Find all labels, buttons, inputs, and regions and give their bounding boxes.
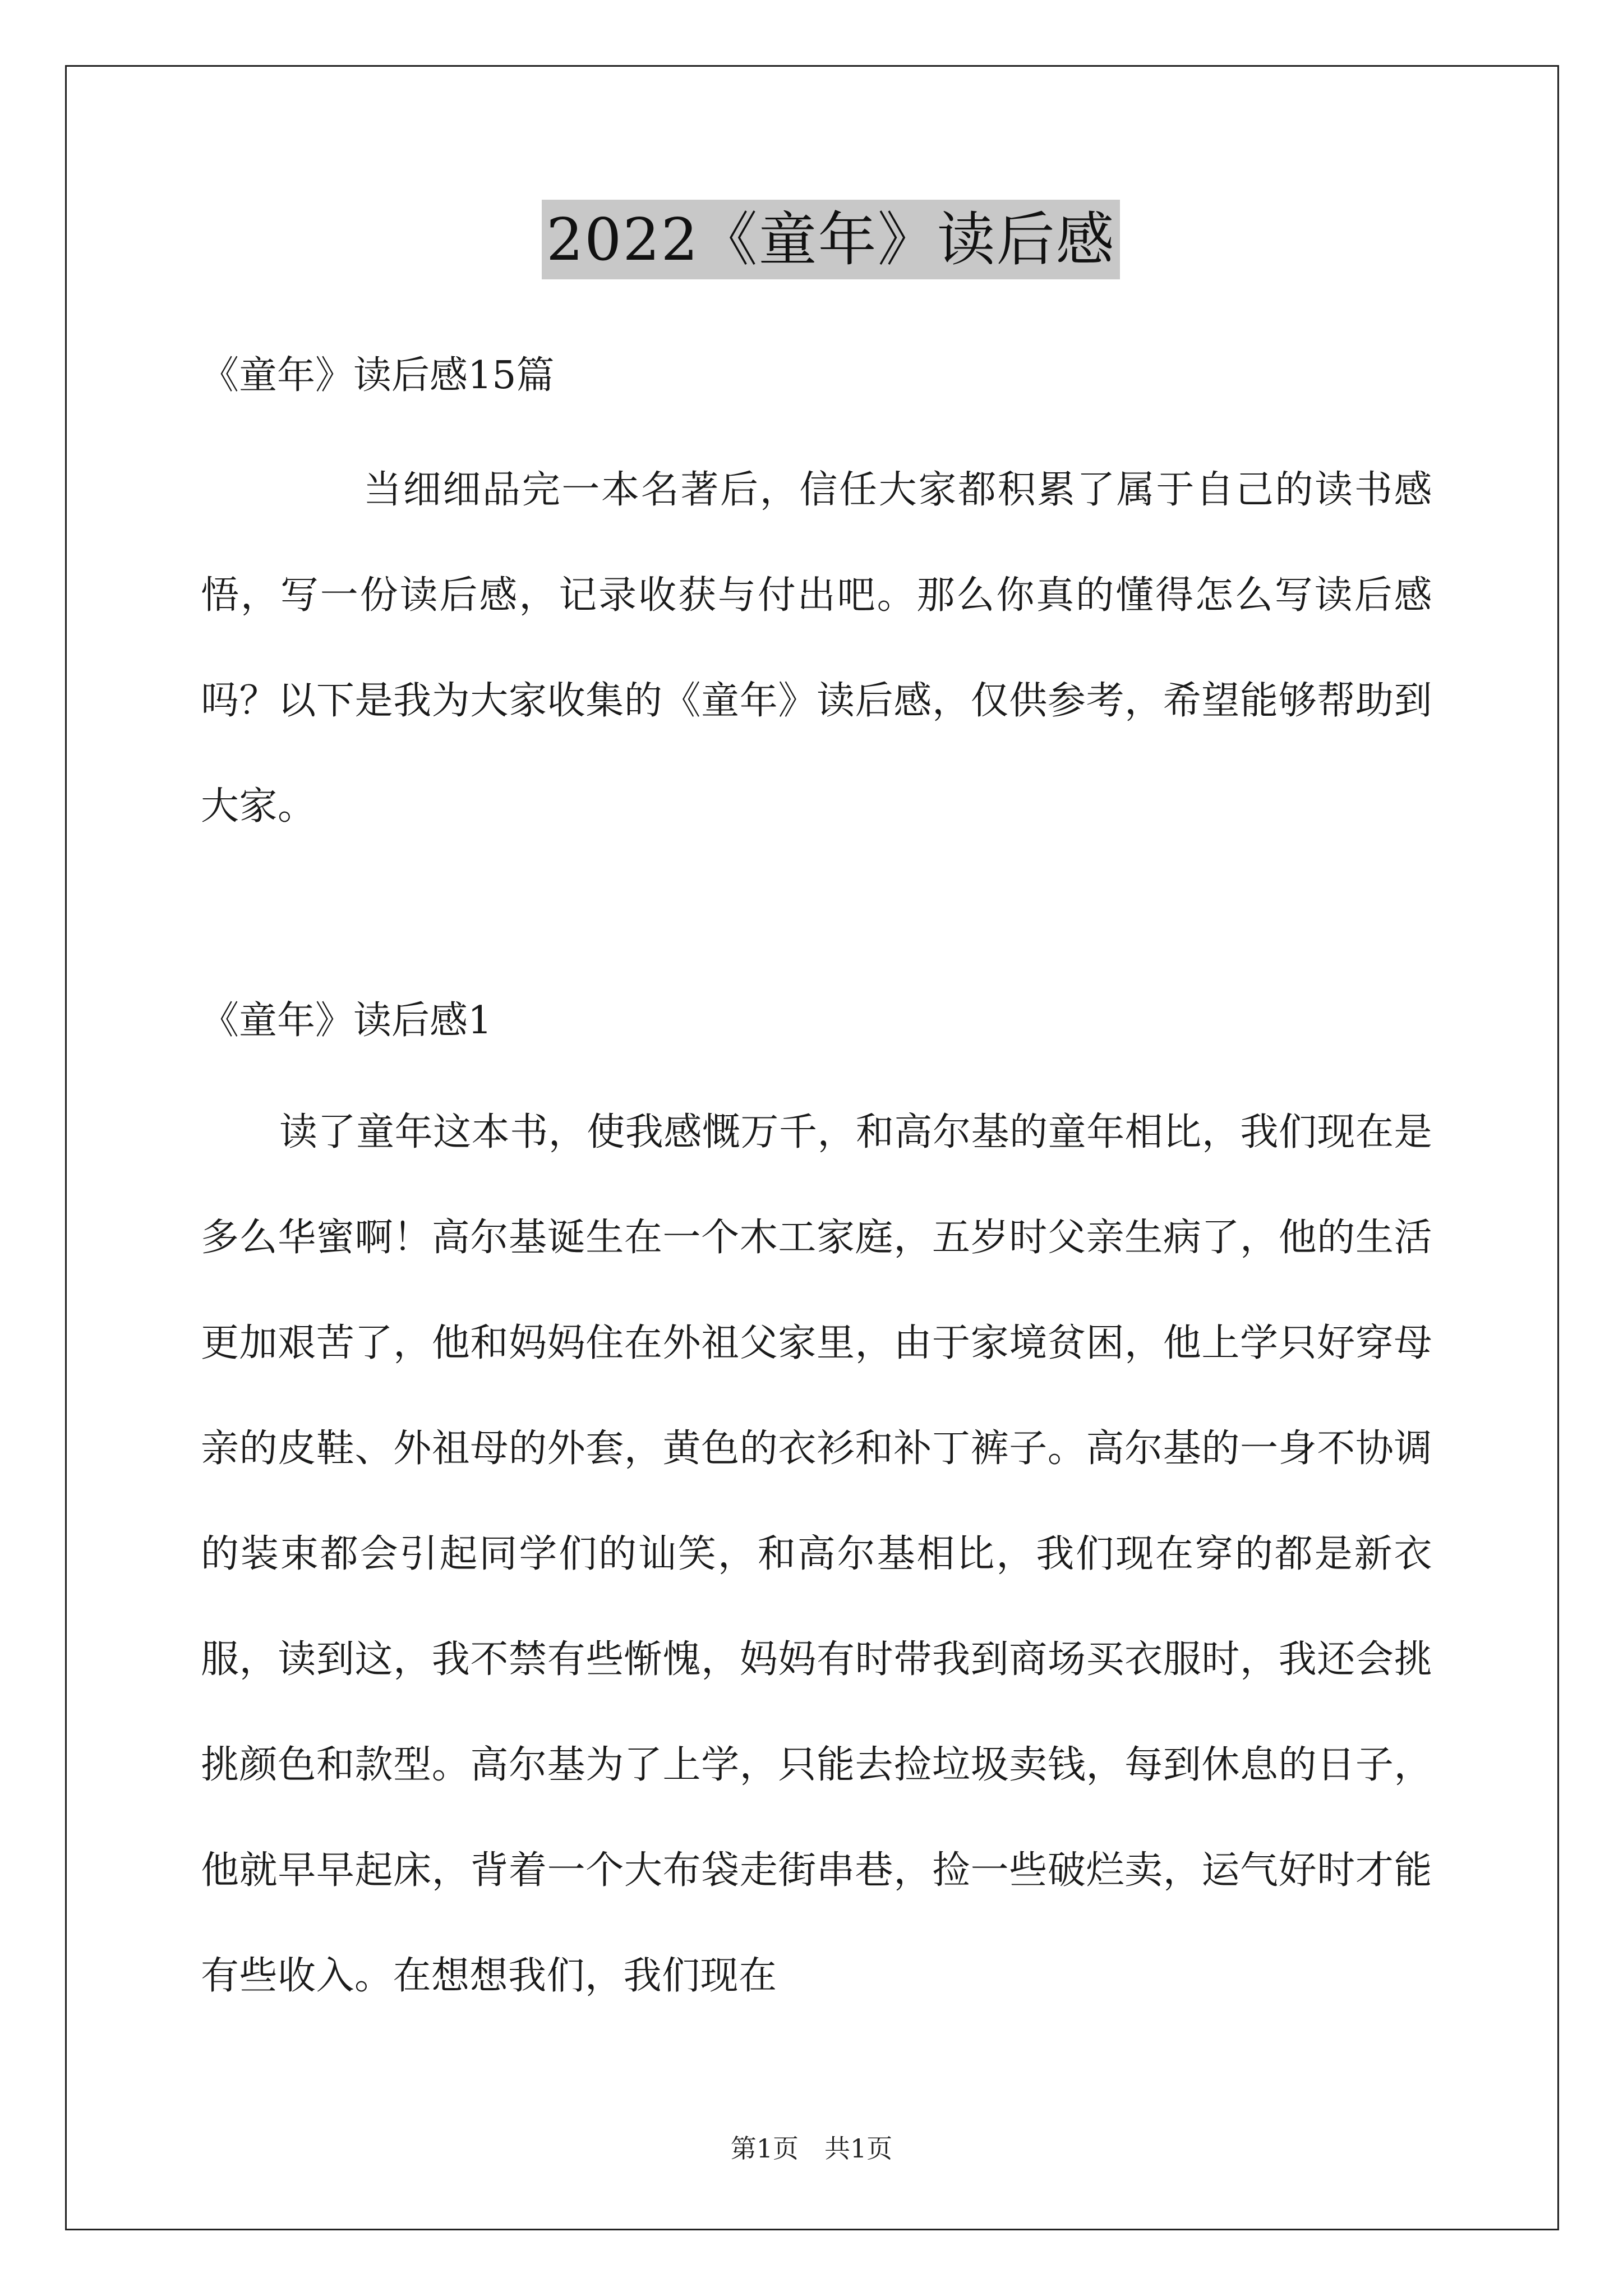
document-subtitle: 《童年》读后感15篇 [201, 353, 555, 398]
document-title: 2022《童年》读后感 [542, 200, 1120, 279]
page-footer: 第1页 共1页 [730, 2133, 893, 2164]
intro-paragraph: 当细细品完一本名著后，信任大家都积累了属于自己的读书感悟，写一份读后感，记录收获与付出吧。那么你真的懂得怎么写读后感吗？以下是我为大家收集的《童年》读后感，仅供参考，希望能够帮助到大家。 [201, 468, 1432, 829]
section-heading: 《童年》读后感1 [201, 999, 492, 1043]
body-paragraph: 读了童年这本书，使我感慨万千，和高尔基的童年相比，我们现在是多么华蜜啊！高尔基诞生在一个木工家庭，五岁时父亲生病了，他的生活更加艰苦了，他和妈妈住在外祖父家里，由于家境贫困，他上学只好穿母亲的皮鞋、外祖母的外套，黄色的衣衫和补丁裤子。高尔基的一身不协调的装束都会引起同学们的讪笑，和高尔基相比，我们现在穿的都是新衣服，读到这，我不禁有些惭愧，妈妈有时带我到商场买衣服时，我还会挑挑颜色和款型。高尔基为了上学，只能去捡垃圾卖钱，每到休息的日子，他就早早起床，背着一个大布袋走街串巷，捡一些破烂卖，运气好时才能有些收入。在想想我们，我们现在 [201, 1110, 1432, 1998]
